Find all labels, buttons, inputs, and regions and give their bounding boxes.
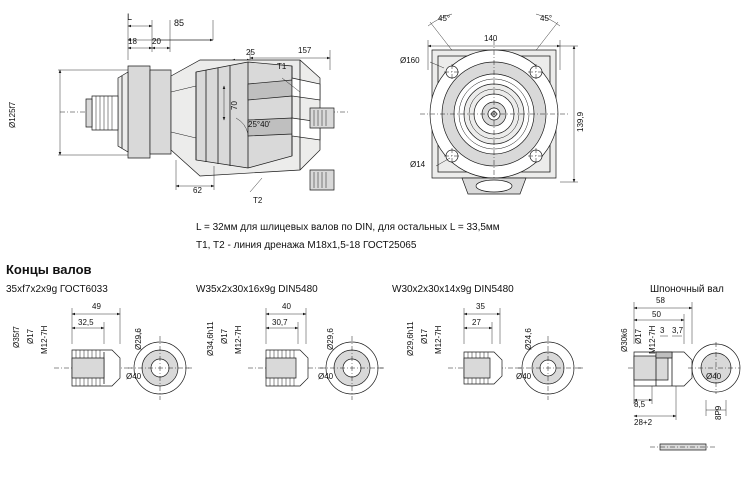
- dim-dia160: Ø160: [400, 56, 420, 65]
- end-view: [420, 14, 578, 194]
- dim-20: 20: [152, 37, 161, 46]
- shaft-3-dim-35: 35: [476, 302, 485, 311]
- shaft-3-title: W30x2x30x14x9g DIN5480: [392, 284, 514, 295]
- section-title-shafts: Концы валов: [6, 262, 92, 277]
- shaft-1-dim-dia35: Ø35f7: [12, 326, 21, 348]
- shaft-2-title: W35x2x30x16x9g DIN5480: [196, 284, 318, 295]
- shaft-4-dim-8-5: 8,5: [634, 400, 646, 409]
- shaft-3-dim-dia24-6: Ø24,6: [524, 328, 533, 350]
- shaft-2-dim-m12: M12-7H: [234, 325, 243, 354]
- shaft-4-dim-dia30k6: Ø30k6: [620, 328, 629, 352]
- shaft-1-dim-32-5: 32,5: [78, 318, 94, 327]
- dim-45-right: 45°: [540, 14, 553, 23]
- dim-85: 85: [174, 18, 185, 28]
- dim-70: 70: [230, 101, 239, 110]
- shaft-2-dim-dia17: Ø17: [220, 328, 229, 344]
- shaft-1-dim-dia29-6: Ø29,6: [134, 328, 143, 350]
- shaft-2-dim-40: 40: [282, 302, 291, 311]
- dim-dia125: Ø125f7: [8, 101, 17, 128]
- shaft-4-dim-dia40: Ø40: [706, 372, 722, 381]
- shaft-variant-1: [54, 308, 192, 400]
- shaft-3-dim-dia17: Ø17: [420, 328, 429, 344]
- dim-25: 25: [246, 48, 255, 57]
- shaft-3-dim-dia29-6h11: Ø29,6h11: [406, 321, 415, 356]
- dim-157: 157: [298, 46, 312, 55]
- dim-62: 62: [193, 186, 202, 195]
- shaft-1-title: 35xf7x2x9g ГОСТ6033: [6, 284, 108, 295]
- shaft-variant-4: [628, 302, 740, 450]
- dim-L: L: [127, 12, 133, 22]
- shaft-3-dim-27: 27: [472, 318, 481, 327]
- shaft-4-dim-dia17: Ø17: [634, 328, 643, 344]
- shaft-1-dim-m12: M12-7H: [40, 325, 49, 354]
- shaft-1-dim-dia17: Ø17: [26, 328, 35, 344]
- dim-140: 140: [484, 34, 498, 43]
- shaft-variant-3: [448, 308, 584, 400]
- shaft-1-dim-dia40: Ø40: [126, 372, 142, 381]
- note-line-2: T1, T2 - линия дренажа M18x1,5-18 ГОСТ25065: [196, 240, 417, 251]
- shaft-variant-2: [248, 308, 384, 400]
- shaft-4-dim-58: 58: [656, 296, 665, 305]
- shaft-4-dim-m12: M12-7H: [648, 325, 657, 354]
- dim-139-9: 139,9: [576, 111, 585, 132]
- port-t1: T1: [277, 62, 287, 71]
- shaft-4-dim-3: 3: [660, 326, 665, 335]
- dim-angle: 25°40': [248, 120, 271, 129]
- dim-45-left: 45°: [438, 14, 451, 23]
- dim-dia14: Ø14: [410, 160, 426, 169]
- port-t2: T2: [253, 196, 263, 205]
- shaft-4-title: Шпоночный вал: [650, 284, 724, 295]
- shaft-1-dim-49: 49: [92, 302, 101, 311]
- shaft-4-dim-3-7: 3,7: [672, 326, 684, 335]
- shaft-2-dim-dia40: Ø40: [318, 372, 334, 381]
- shaft-4-dim-28: 28+2: [634, 418, 653, 427]
- shaft-4-dim-50: 50: [652, 310, 661, 319]
- shaft-2-dim-30-7: 30,7: [272, 318, 288, 327]
- shaft-4-dim-8p9: 8Р9: [714, 405, 723, 420]
- dim-18: 18: [128, 37, 137, 46]
- note-line-1: L = 32мм для шлицевых валов по DIN, для остальных L = 33,5мм: [196, 222, 500, 233]
- shaft-2-dim-dia34-6: Ø34,6h11: [206, 321, 215, 356]
- shaft-3-dim-m12: M12-7H: [434, 325, 443, 354]
- shaft-3-dim-dia40: Ø40: [516, 372, 532, 381]
- shaft-2-dim-dia29-6: Ø29,6: [326, 328, 335, 350]
